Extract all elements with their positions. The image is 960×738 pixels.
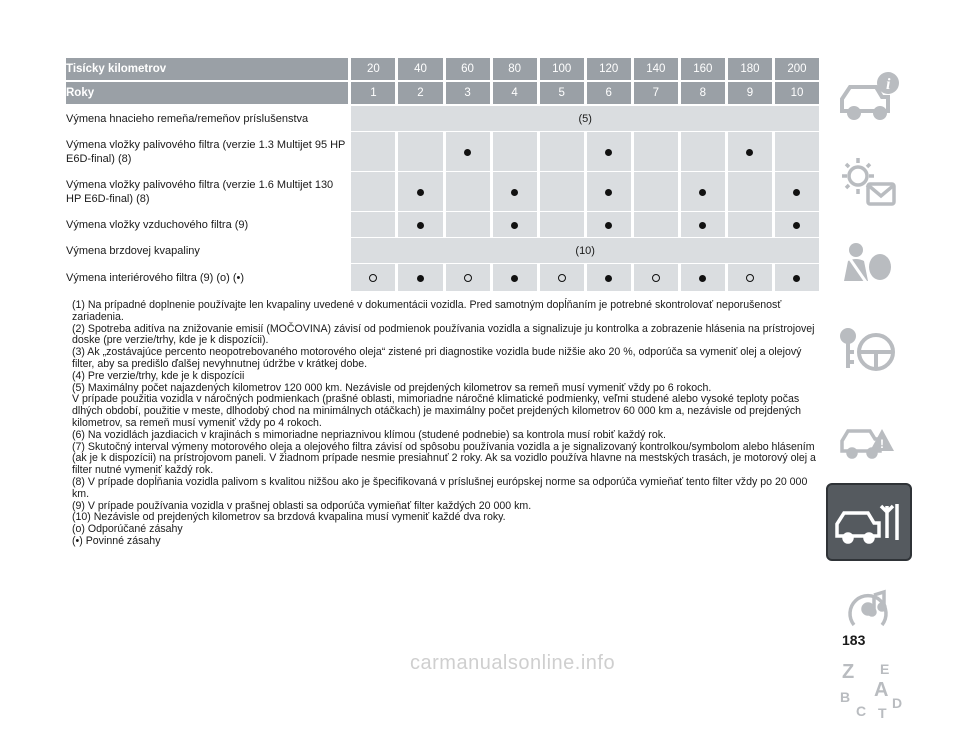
interval-cell	[395, 132, 442, 172]
footnote: (1) Na prípadné doplnenie používajte len kvapaliny uvedené v dokumentácii vozidla. Pred samotným dopĺňaním je potrebné skontrolovať neporušenosť zariadenia.	[72, 299, 782, 323]
interval-cell	[631, 212, 678, 238]
car-maintenance-icon	[831, 492, 907, 552]
roadside-emergency-icon	[834, 407, 904, 467]
footnote: (6) Na vozidlách jazdiacich v krajinách s mimoriadne nepriaznivou klímou (studené podnebie) sa kontrola musí robiť každý rok.	[72, 428, 666, 441]
mandatory-mark-icon	[699, 275, 706, 282]
footnote: (9) V prípade používania vozidla v prašnej oblasti sa odporúča vymieňať filter každých 20 000 km.	[72, 499, 532, 512]
mandatory-mark-icon	[511, 222, 518, 229]
year-header-cell: 5	[537, 82, 584, 106]
years-header-row	[66, 82, 819, 106]
recommended-mark-icon	[652, 274, 660, 282]
interval-cell	[395, 172, 442, 212]
mandatory-mark-icon	[793, 189, 800, 196]
index-letter: D	[892, 695, 903, 711]
interval-cell	[584, 212, 631, 238]
table-row	[66, 238, 819, 264]
km-header-cell: 160	[678, 58, 725, 82]
mandatory-mark-icon	[746, 149, 753, 156]
table-row	[66, 172, 819, 212]
interval-cell	[537, 132, 584, 172]
table-row	[66, 106, 819, 132]
mandatory-mark-icon	[417, 222, 424, 229]
interval-cell	[443, 172, 490, 212]
km-header-cell: 100	[537, 58, 584, 82]
mandatory-mark-icon	[605, 149, 612, 156]
table-row	[66, 264, 819, 292]
interval-cell	[678, 264, 725, 292]
footnotes	[72, 300, 820, 548]
interval-cell	[443, 132, 490, 172]
interval-cell	[678, 132, 725, 172]
year-header-cell: 8	[678, 82, 725, 106]
km-header-cell: 140	[631, 58, 678, 82]
service-item-label: Výmena vložky palivového filtra (verzie 1.6 Multijet 130 HP E6D-final) (8)	[66, 172, 348, 212]
interval-cell	[631, 132, 678, 172]
interval-cell	[443, 212, 490, 238]
interval-cell	[490, 264, 537, 292]
mandatory-mark-icon	[699, 222, 706, 229]
interval-cell	[772, 212, 819, 238]
interval-cell	[490, 212, 537, 238]
footnote: (7) Skutočný interval výmeny motorového oleja a olejového filtra závisí od spôsobu používania vozidla a je signalizovaný kontrolkou/symbolom alebo hlásením (ak je k dispozícii) na prístrojovom paneli. V žiadnom prípade nesmie presiahnuť 2 roky. Ak sa vozidlo používa hlavne na mestských trasách, je motorový olej a filter nutné vymeniť každý rok.	[72, 440, 816, 477]
interval-cell	[631, 264, 678, 292]
watermark: carmanualsonline.info	[410, 652, 616, 674]
recommended-mark-icon	[369, 274, 377, 282]
interval-cell	[584, 264, 631, 292]
index-letter: T	[878, 705, 887, 721]
sidebar-item-roadside-emergency[interactable]	[826, 398, 912, 476]
seatbelt-airbag-icon	[834, 237, 904, 297]
sidebar-item-warning-lights[interactable]	[826, 143, 912, 221]
interval-cell	[490, 132, 537, 172]
interval-cell	[537, 172, 584, 212]
interval-cell	[395, 264, 442, 292]
interval-cell	[584, 132, 631, 172]
mandatory-mark-icon	[511, 189, 518, 196]
km-header-cell: 20	[348, 58, 395, 82]
svg-text:i: i	[886, 76, 891, 93]
km-header-row	[66, 58, 819, 82]
mandatory-mark-icon	[464, 149, 471, 156]
interval-cell	[725, 264, 772, 292]
service-item-label: Výmena brzdovej kvapaliny	[66, 238, 348, 264]
interval-cell	[631, 172, 678, 212]
steering-key-icon	[834, 322, 904, 382]
year-header-cell: 6	[584, 82, 631, 106]
alphabetical-index-icon	[834, 660, 904, 724]
warning-lights-icon	[834, 152, 904, 212]
interval-cell	[443, 264, 490, 292]
index-letter: E	[880, 661, 890, 677]
mandatory-mark-icon	[417, 189, 424, 196]
sidebar-item-steering-key[interactable]	[826, 313, 912, 391]
page-number: 183	[842, 632, 866, 648]
table-row	[66, 212, 819, 238]
chapter-sidebar	[826, 58, 912, 738]
interval-cell	[537, 264, 584, 292]
interval-cell	[348, 212, 395, 238]
mandatory-mark-icon	[605, 222, 612, 229]
year-header-cell: 4	[490, 82, 537, 106]
maintenance-table	[66, 58, 819, 292]
km-header-label: Tisícky kilometrov	[66, 58, 348, 82]
service-item-label: Výmena interiérového filtra (9) (o) (•)	[66, 264, 348, 292]
multimedia-icon	[834, 577, 904, 637]
interval-cell	[395, 212, 442, 238]
index-letter: A	[874, 679, 889, 701]
sidebar-item-seatbelt-airbag[interactable]	[826, 228, 912, 306]
service-item-label: Výmena vložky vzduchového filtra (9)	[66, 212, 348, 238]
interval-cell	[537, 212, 584, 238]
interval-cell	[584, 172, 631, 212]
km-header-cell: 80	[490, 58, 537, 82]
interval-cell	[772, 132, 819, 172]
footnote: (3) Ak „zostávajúce percento neopotrebovaného motorového oleja“ zistené pri diagnostike vozidla bude nižšie ako 20 %, odporúča sa vymeniť olej a olejový filter, aby sa predišlo ďalšej nevyhnutnej údržbe v krátkej dobe.	[72, 346, 802, 370]
km-header-cell: 120	[584, 58, 631, 82]
km-header-cell: 60	[443, 58, 490, 82]
svg-text:!: !	[880, 437, 884, 451]
interval-note-cell: (10)	[348, 238, 819, 264]
service-item-label: Výmena vložky palivového filtra (verzie 1.3 Multijet 95 HP E6D-final) (8)	[66, 132, 348, 172]
mandatory-mark-icon	[605, 275, 612, 282]
footnote: (8) V prípade dopĺňania vozidla palivom s kvalitou nižšou ako je špecifikovaná v príslušnej európskej norme sa odporúča vymieňať tento filter vždy po 20 000 km.	[72, 475, 808, 500]
table-row	[66, 132, 819, 172]
service-item-label: Výmena hnacieho remeňa/remeňov príslušenstva	[66, 106, 348, 132]
km-header-cell: 180	[725, 58, 772, 82]
mandatory-mark-icon	[793, 275, 800, 282]
mandatory-mark-icon	[417, 275, 424, 282]
interval-cell	[725, 132, 772, 172]
year-header-cell: 10	[772, 82, 819, 106]
year-header-cell: 7	[631, 82, 678, 106]
interval-cell	[348, 172, 395, 212]
years-header-label: Roky	[66, 82, 348, 106]
recommended-mark-icon	[558, 274, 566, 282]
car-info-icon	[834, 67, 904, 127]
km-header-cell: 40	[395, 58, 442, 82]
year-header-cell: 3	[443, 82, 490, 106]
mandatory-mark-icon	[793, 222, 800, 229]
recommended-mark-icon	[464, 274, 472, 282]
year-header-cell: 2	[395, 82, 442, 106]
interval-cell	[678, 172, 725, 212]
footnote: (•) Povinné zásahy	[72, 534, 161, 547]
interval-note-cell: (5)	[348, 106, 819, 132]
footnote: (10) Nezávisle od prejdených kilometrov sa brzdová kvapalina musí vymeniť každé dva roky.	[72, 511, 506, 524]
mandatory-mark-icon	[699, 189, 706, 196]
sidebar-item-multimedia[interactable]	[826, 568, 912, 646]
interval-cell	[725, 212, 772, 238]
interval-cell	[678, 212, 725, 238]
interval-cell	[772, 264, 819, 292]
sidebar-item-car-info[interactable]	[826, 58, 912, 136]
interval-cell	[348, 132, 395, 172]
mandatory-mark-icon	[511, 275, 518, 282]
interval-cell	[725, 172, 772, 212]
mandatory-mark-icon	[605, 189, 612, 196]
interval-cell	[348, 264, 395, 292]
interval-cell	[490, 172, 537, 212]
footnote: (o) Odporúčané zásahy	[72, 523, 183, 536]
sidebar-item-alphabetical-index[interactable]	[826, 653, 912, 731]
footnote: (5) Maximálny počet najazdených kilometrov 120 000 km. Nezávisle od prejdených kilometrov sa remeň musí vymeniť vždy po 6 rokoch.	[72, 381, 712, 394]
year-header-cell: 1	[348, 82, 395, 106]
interval-cell	[772, 172, 819, 212]
index-letter: C	[856, 703, 867, 719]
sidebar-item-car-maintenance[interactable]	[826, 483, 912, 561]
footnote: V prípade použitia vozidla v náročných podmienkach (prašné oblasti, mimoriadne náročné klimatické podmienky, veľmi studené alebo vysoké teploty počas dlhých období, použitie v meste, dlhodobý chod na minimálnych otáčkach) je maximálny počet prejdených kilometrov 60 000 km a, nezávisle od prejdených kilometrov, sa remeň musí vymeniť vždy po 4 rokoch.	[72, 393, 802, 429]
index-letter: Z	[842, 661, 855, 683]
year-header-cell: 9	[725, 82, 772, 106]
recommended-mark-icon	[746, 274, 754, 282]
footnote: (2) Spotreba aditíva na znižovanie emisií (MOČOVINA) závisí od podmienok používania vozidla a signalizuje ju kontrolka a zobrazenie hlásenia na prístrojovej doske (pre verzie/trhy, kde je k dispozícii).	[72, 322, 815, 347]
km-header-cell: 200	[772, 58, 819, 82]
footnote: (4) Pre verzie/trhy, kde je k dispozícii	[72, 369, 245, 382]
index-letter: B	[840, 689, 851, 705]
